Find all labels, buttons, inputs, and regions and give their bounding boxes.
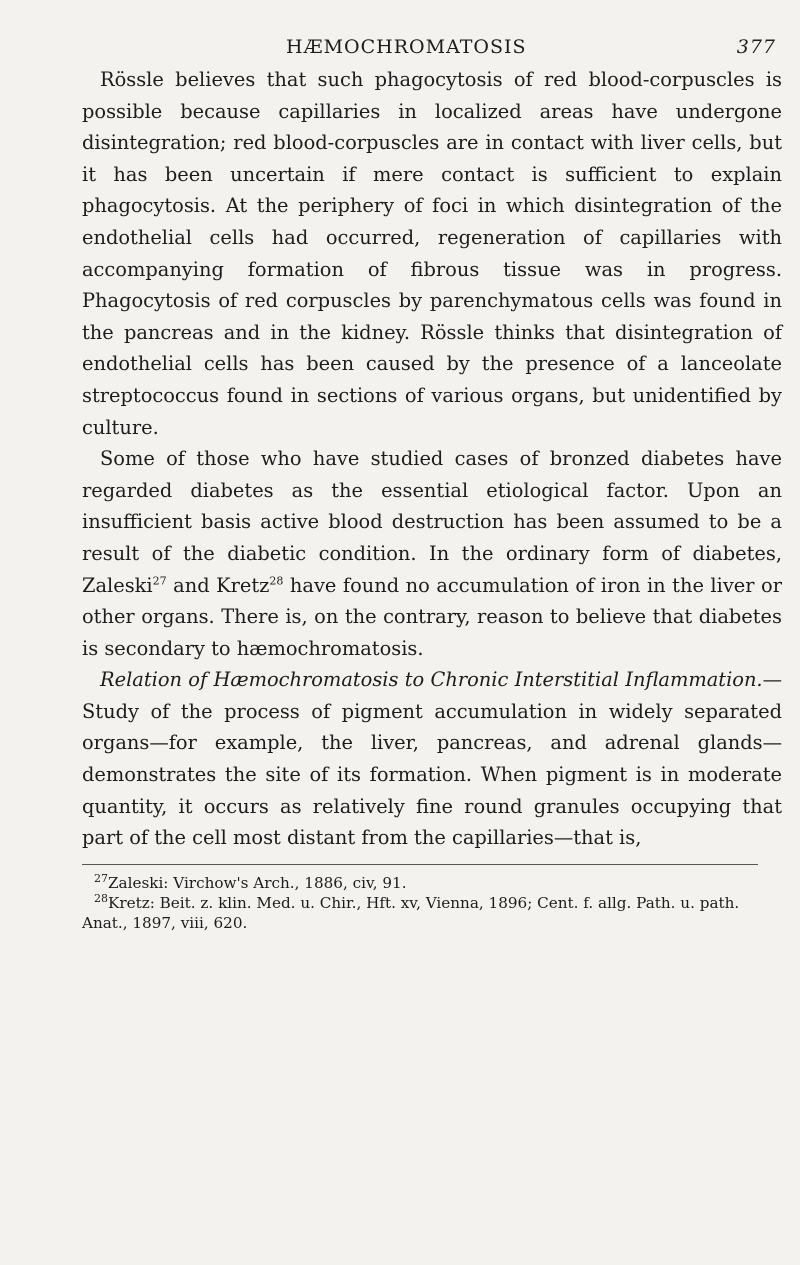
section-heading: Relation of Hæmochromatosis to Chronic Interstitial Inflammation. xyxy=(100,668,763,692)
footnote-ref-28: 28 xyxy=(269,574,284,588)
footnote-rule xyxy=(82,864,758,865)
paragraph-diabetes xyxy=(82,443,782,664)
paragraph-diabetes-part-b: and Kretz xyxy=(166,573,270,597)
book-page xyxy=(82,30,782,933)
footnote-text: Kretz: Beit. z. klin. Med. u. Chir., Hft. xv, Vienna, 1896; Cent. f. allg. Path. u. path. Anat., 1897, viii, 620. xyxy=(82,893,740,932)
paragraph-rossle: Rössle believes that such phagocytosis of red blood-corpuscles is possible because capillaries in localized areas have undergone disintegration; red blood-corpuscles are in contact with liver cells, but it has been uncertain if mere contact is sufficient to explain phagocytosis. At the periphery of foci in which disintegration of the endothelial cells had occurred, regeneration of capillaries with accompanying formation of fibrous tissue was in progress. Phagocytosis of red corpuscles by parenchymatous cells was found in the pancreas and in the kidney. Rössle thinks that disintegration of endothelial cells has been caused by the presence of a lanceolate streptococcus found in sections of various organs, but unidentified by culture. xyxy=(82,68,782,439)
footnotes xyxy=(82,873,782,933)
footnote-marker: 28 xyxy=(94,891,108,905)
page-number: 377 xyxy=(736,36,776,58)
footnote xyxy=(82,873,782,893)
footnote-text: Zaleski: Virchow's Arch., 1886, civ, 91. xyxy=(108,873,407,892)
footnote-ref-27: 27 xyxy=(152,574,167,588)
footnote-marker: 27 xyxy=(94,871,108,885)
paragraph-diabetes-part-a: Some of those who have studied cases of bronzed diabetes have regarded diabetes as the essential etiological factor. Upon an insufficient basis active blood destruction has been assumed to be a result of the diabetic condition. In the ordinary form of diabetes, Zaleski xyxy=(82,447,782,597)
body-text xyxy=(82,64,782,854)
paragraph-interstitial-text: —Study of the process of pigment accumulation in widely separated organs—for example, the liver, pancreas, and adrenal glands—demonstrates the site of its formation. When pigment is in moderate quantity, it occurs as relatively fine round granules occupying that part of the cell most distant from the capillaries—that is, xyxy=(82,668,782,850)
paragraph-diabetes-part-c: have found no accumulation of iron in the liver or other organs. There is, on the contrary, reason to believe that diabetes is secondary to hæmochromatosis. xyxy=(82,573,783,660)
running-title: HÆMOCHROMATOSIS xyxy=(286,36,527,58)
footnote xyxy=(82,893,782,933)
running-head xyxy=(82,30,782,64)
paragraph-interstitial xyxy=(82,664,782,854)
